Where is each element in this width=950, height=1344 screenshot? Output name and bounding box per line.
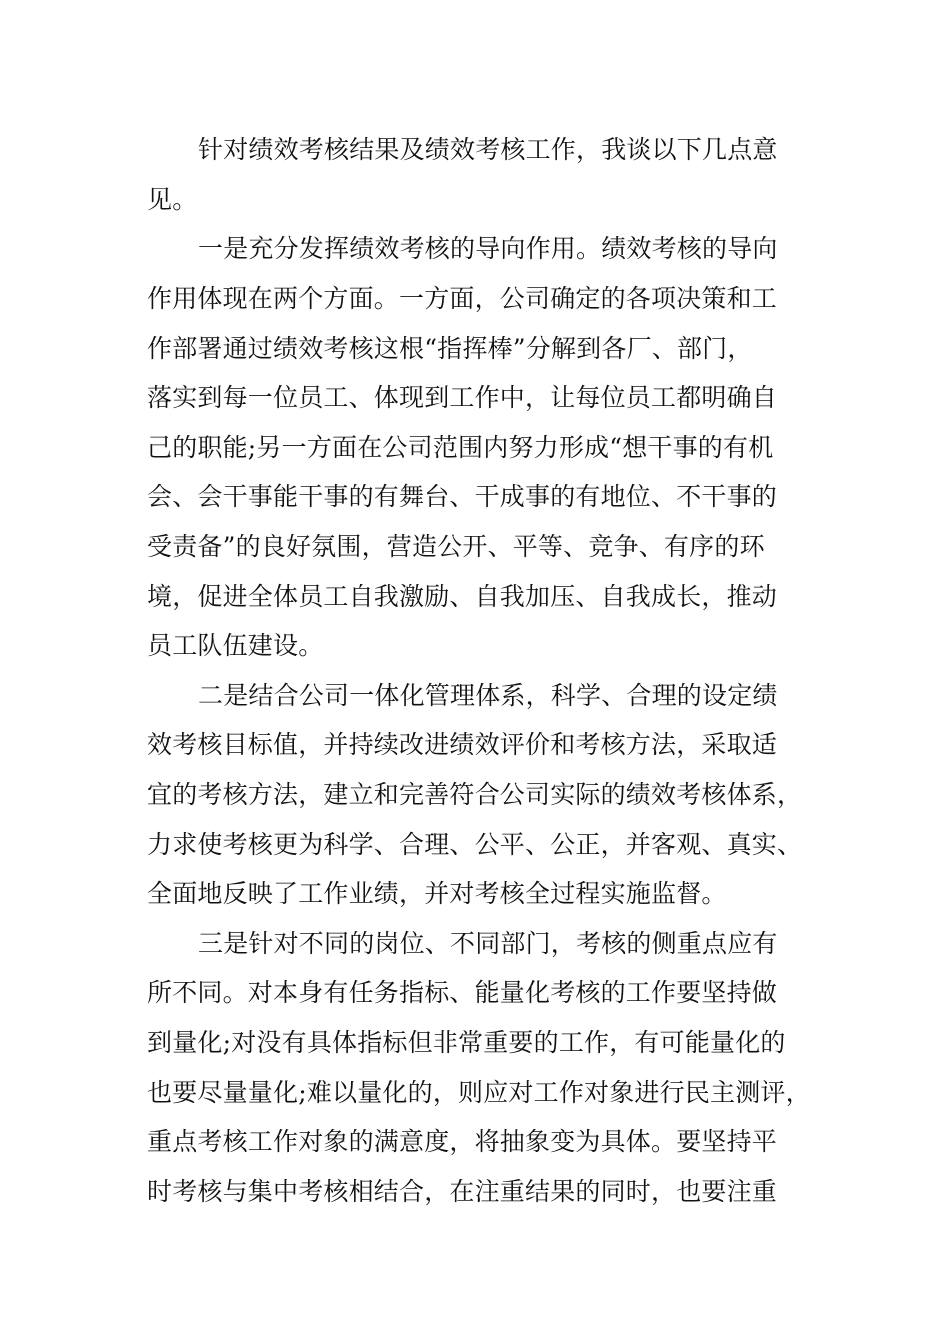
paragraph-2-line-7: 受责备”的良好氛围，营造公开、平等、竞争、有序的环 [147, 532, 765, 561]
paragraph-2-line-3: 作部署通过绩效考核这根“指挥棒”分解到各厂、部门， [147, 334, 753, 363]
paragraph-3-line-1: 二是结合公司一体化管理体系，科学、合理的设定绩 [198, 681, 778, 710]
paragraph-4-line-4: 也要尽量量化;难以量化的，则应对工作对象进行民主测评， [147, 1078, 811, 1107]
paragraph-1-line-2: 见。 [147, 185, 198, 214]
paragraph-1-line-1: 针对绩效考核结果及绩效考核工作，我谈以下几点意 [198, 135, 778, 164]
paragraph-4-line-6: 时考核与集中考核相结合，在注重结果的同时，也要注重 [147, 1177, 778, 1206]
paragraph-2-line-8: 境，促进全体员工自我激励、自我加压、自我成长，推动 [147, 582, 778, 611]
paragraph-3-line-4: 力求使考核更为科学、合理、公平、公正，并客观、真实、 [147, 830, 803, 859]
paragraph-2-line-1: 一是充分发挥绩效考核的导向作用。绩效考核的导向 [198, 234, 778, 263]
paragraph-2-line-5: 己的职能;另一方面在公司范围内努力形成“想干事的有机 [147, 433, 774, 462]
paragraph-3-line-2: 效考核目标值，并持续改进绩效评价和考核方法，采取适 [147, 730, 778, 759]
paragraph-3-line-3: 宜的考核方法，建立和完善符合公司实际的绩效考核体系， [147, 780, 803, 809]
paragraph-2-line-6: 会、会干事能干事的有舞台、干成事的有地位、不干事的 [147, 482, 778, 511]
paragraph-3-line-5: 全面地反映了工作业绩，并对考核全过程实施监督。 [147, 879, 727, 908]
paragraph-2-line-2: 作用体现在两个方面。一方面，公司确定的各项决策和工 [147, 284, 778, 313]
paragraph-4-line-1: 三是针对不同的岗位、不同部门，考核的侧重点应有 [198, 929, 778, 958]
paragraph-4-line-5: 重点考核工作对象的满意度，将抽象变为具体。要坚持平 [147, 1127, 778, 1156]
paragraph-4-line-2: 所不同。对本身有任务指标、能量化考核的工作要坚持做 [147, 978, 778, 1007]
paragraph-4-line-3: 到量化;对没有具体指标但非常重要的工作，有可能量化的 [147, 1028, 786, 1057]
paragraph-2-line-4: 落实到每一位员工、体现到工作中，让每位员工都明确自 [147, 383, 778, 412]
paragraph-2-line-9: 员工队伍建设。 [147, 631, 324, 660]
